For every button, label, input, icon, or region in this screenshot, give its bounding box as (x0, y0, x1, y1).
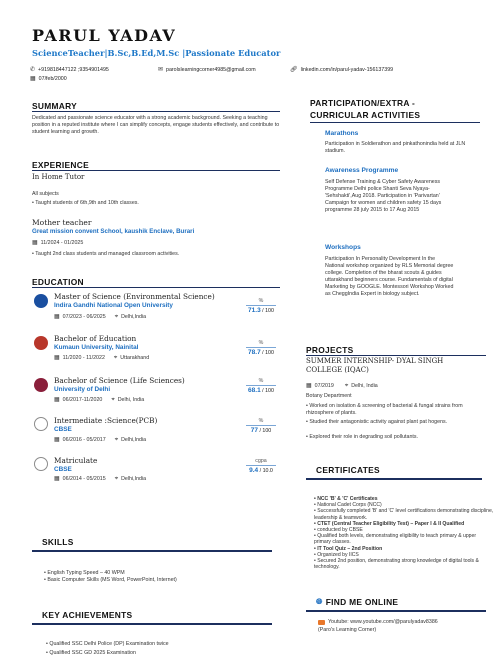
score-value: 68.1 (248, 387, 261, 394)
cbse-logo-icon (34, 457, 48, 471)
score-max: / 100 (259, 428, 272, 434)
school: CBSE (54, 466, 72, 473)
link-icon: 🔗︎ (290, 67, 298, 73)
edu-location: Delhi,India (121, 437, 147, 443)
project-bullet: • Explored their role in degrading soil pollutants. (306, 434, 476, 441)
edu-meta (54, 355, 149, 362)
cert-line: • Qualified both levels, demonstrating eligibility to teach primary & upper primary classes. (314, 533, 494, 545)
school: University of Delhi (54, 386, 111, 393)
score-line (246, 305, 276, 306)
edu-meta (54, 314, 146, 321)
edu-location: Delhi,India (121, 314, 147, 320)
degree: Matriculate (54, 456, 98, 465)
experience-rule (32, 170, 280, 171)
cert-heading: • CTET (Central Teacher Eligibility Test) – Paper I & II Qualified (314, 521, 494, 527)
calendar-icon: ▦ (54, 314, 60, 320)
edu-location: Delhi,India (121, 476, 147, 482)
job-role: Mother teacher (32, 218, 92, 227)
youtube-link[interactable] (318, 619, 438, 626)
linkedin-text[interactable]: linkedin.com/in/parul-yadav-156137399 (300, 66, 394, 73)
cert-line: • conducted by CBSE (314, 527, 494, 533)
cert-line: • Secured 2nd position, demonstrating strong knowledge of digital tools & technology. (314, 558, 494, 570)
edu-meta (54, 397, 144, 404)
score-box (246, 298, 276, 314)
degree: Bachelor of Education (54, 334, 137, 343)
email-contact[interactable] (158, 66, 256, 73)
score-line (246, 465, 276, 466)
project-location: Delhi, India (351, 383, 378, 389)
job-detail: All subjects (32, 191, 59, 197)
job-role: In Home Tutor (32, 173, 85, 181)
location-icon: ⌖ (111, 397, 115, 403)
edu-meta (54, 437, 146, 444)
job-bullet: • Taught students of 6th,9th and 10th classes. (32, 200, 139, 207)
cert-line: • Organized by IICS (314, 552, 494, 558)
score-value: 78.7 (248, 349, 261, 356)
education-entry (32, 456, 282, 488)
edu-dates: 06/2014 - 05/2015 (62, 476, 106, 482)
education-rule (32, 287, 280, 288)
activity-text: Self Defense Training & Cyber Safety Awareness Programme Delhi police Shanti Seva Nyaya- 'Sehshakti',Aug 2018. Participation in 'Parivartan' Campaign for women and children safety 15 days programme 28 july 2015 to 17 Aug 2015 (325, 179, 442, 213)
score-max: / 100 (262, 350, 274, 356)
skill-item: • English Typing Speed – 40 WPM (44, 570, 125, 577)
degree: Intermediate :Science(PCB) (54, 416, 158, 425)
email-icon: ✉ (158, 67, 164, 73)
candidate-name: PARUL YADAV (32, 26, 177, 45)
phone-icon: ✆ (30, 67, 36, 73)
score-line (246, 347, 276, 348)
certificates-rule (306, 478, 482, 480)
activity-heading: Workshops (325, 244, 361, 251)
globe-icon: 🌐︎ (316, 597, 323, 606)
certificates-list (314, 496, 494, 570)
school: Kumaun University, Nainital (54, 344, 139, 351)
project-bullet: • Studied their antagonistic activity against plant pat hogens. (306, 419, 476, 426)
summary-title: SUMMARY (32, 101, 78, 111)
activity-text: Participation in Soldierathon and pinkathonindia held at JLN stadium. (325, 141, 466, 154)
headline: ScienceTeacher|B.Sc,B.Ed,M.Sc |Passionate Educator (32, 48, 281, 58)
location-icon: ⌖ (114, 314, 119, 320)
location-icon: ⌖ (114, 437, 119, 443)
score-value: 9.4 (249, 467, 259, 474)
calendar-icon: ▦ (54, 397, 60, 403)
summary-text: Dedicated and passionate science educator with a strong academic background. Seeking a teaching position in a reputed institute where I can simplify concepts, engage students effectively, and contribute to student learning and growth. (32, 115, 280, 135)
certificates-title: CERTIFICATES (316, 465, 380, 475)
edu-dates: 11/2020 - 11/2022 (62, 355, 105, 361)
score-line (246, 385, 276, 386)
achievement-item: • Qualified SSC GD 2025 Examination (46, 650, 136, 657)
score-max: / 10.0 (259, 468, 273, 474)
job-dates-text: 11/2024 - 01/2025 (40, 240, 84, 246)
project-meta (306, 383, 378, 390)
youtube-text[interactable]: Youtube: www.youtube.com/@parulyadav8386 (328, 619, 438, 625)
projects-title: PROJECTS (306, 345, 354, 355)
participation-title-2: CURRICULAR ACTIVITIES (310, 110, 421, 120)
school: CBSE (54, 426, 72, 433)
cert-heading: • IT Tool Quiz – 2nd Position (314, 546, 494, 552)
projects-rule (306, 355, 486, 356)
cbse-logo-icon (34, 417, 48, 431)
calendar-icon: ▦ (30, 76, 36, 82)
education-entry (32, 416, 282, 448)
project-dept: Botany Department (306, 393, 352, 399)
score-box (246, 458, 276, 474)
university-logo-icon (34, 378, 48, 392)
school: Indira Gandhi National Open University (54, 302, 173, 309)
edu-location: Delhi, India (117, 397, 145, 403)
youtube-channel: (Paro's Learning Corner) (318, 627, 377, 633)
university-logo-icon (34, 336, 48, 350)
achievement-item: • Qualified SSC Delhi Police (DP) Examination twice (46, 641, 169, 648)
job-org: Great mission convent School, kaushik Enclave, Burari (32, 228, 195, 235)
calendar-icon: ▦ (306, 383, 312, 389)
phone-text: +919818447122 ;9354901495 (38, 66, 109, 73)
edu-meta (54, 476, 146, 483)
experience-title: EXPERIENCE (32, 160, 89, 170)
activity-heading: Awareness Programme (325, 167, 399, 174)
score-box (246, 418, 276, 434)
score-max: / 100 (262, 388, 274, 394)
cert-heading: • NCC 'B' & 'C' Certificates (314, 496, 494, 502)
cert-line: • National Cadet Corps (NCC) (314, 502, 494, 508)
calendar-icon: ▦ (54, 437, 60, 443)
edu-dates: 06/2017-11/2020 (62, 397, 103, 403)
degree: Master of Science (Environmental Science) (54, 292, 215, 301)
linkedin-contact[interactable] (290, 66, 393, 73)
edu-dates: 07/2023 - 06/2025 (62, 314, 106, 320)
email-text[interactable]: parolslearningcorner4985@gmail.com (166, 66, 256, 73)
find-me-title: FIND ME ONLINE (325, 597, 399, 607)
skills-title: SKILLS (42, 537, 74, 547)
score-label: % (258, 340, 264, 346)
score-value: 71.3 (248, 307, 261, 314)
project-date: 07/2019 (314, 383, 334, 389)
degree: Bachelor of Science (Life Sciences) (54, 376, 185, 385)
youtube-icon (318, 620, 325, 625)
job-bullet: • Taught 2nd class students and managed classroom activities. (32, 251, 179, 258)
skill-item: • Basic Computer Skills (MS Word, PowerPoint, Internet) (44, 577, 177, 584)
education-entry (32, 334, 282, 366)
achievements-title: KEY ACHIEVEMENTS (42, 610, 133, 620)
project-name: SUMMER INTERNSHIP- DYAL SINGH COLLEGE (IQAC) (306, 357, 444, 374)
education-title: EDUCATION (32, 277, 84, 287)
project-bullet: • Worked on isolation & screening of bacterial & fungal strains from rhizosphere of plants. (306, 403, 476, 417)
score-label: cgpa (255, 458, 267, 464)
activity-text: Participation In Personality Development In the National workshop organized by RLS Memorial degree college. Completion of the bharat scouts & guides uttarakhand beginners course. Fundamentals of digital Marketing by GOOGLE. Montessori Workshop Worked as CheggIndia Expert in biology subject. (325, 256, 454, 297)
edu-dates: 06/2016 - 05/2017 (62, 437, 106, 443)
participation-title: PARTICIPATION/EXTRA - (310, 98, 416, 108)
find-me-heading (316, 597, 398, 607)
cert-line: • Successfully completed 'B' and 'C' level certifications demonstrating discipline, leadership & teamwork. (314, 508, 494, 520)
university-logo-icon (34, 294, 48, 308)
calendar-icon: ▦ (54, 476, 60, 482)
dob-text: 07/feb/2000 (38, 75, 67, 82)
phone-contact (30, 66, 109, 73)
score-label: % (258, 418, 264, 424)
location-icon: ⌖ (344, 383, 349, 389)
location-icon: ⌖ (113, 355, 118, 361)
location-icon: ⌖ (114, 476, 119, 482)
activity-heading: Marathons (325, 130, 359, 137)
score-label: % (258, 298, 264, 304)
participation-rule (310, 122, 480, 123)
calendar-icon: ▦ (32, 240, 38, 246)
education-entry (32, 376, 282, 408)
score-label: % (258, 378, 264, 384)
dob-contact (30, 75, 67, 82)
score-box (246, 340, 276, 356)
skills-rule (32, 550, 272, 552)
score-value: 77 (250, 427, 258, 434)
score-line (246, 425, 276, 426)
summary-rule (32, 111, 280, 112)
job-dates (32, 240, 83, 247)
calendar-icon: ▦ (54, 355, 60, 361)
score-max: / 100 (262, 308, 274, 314)
score-box (246, 378, 276, 394)
achievements-rule (32, 623, 272, 625)
edu-location: Uttarakhand (120, 355, 150, 361)
education-entry (32, 292, 282, 324)
find-me-rule (306, 610, 486, 612)
